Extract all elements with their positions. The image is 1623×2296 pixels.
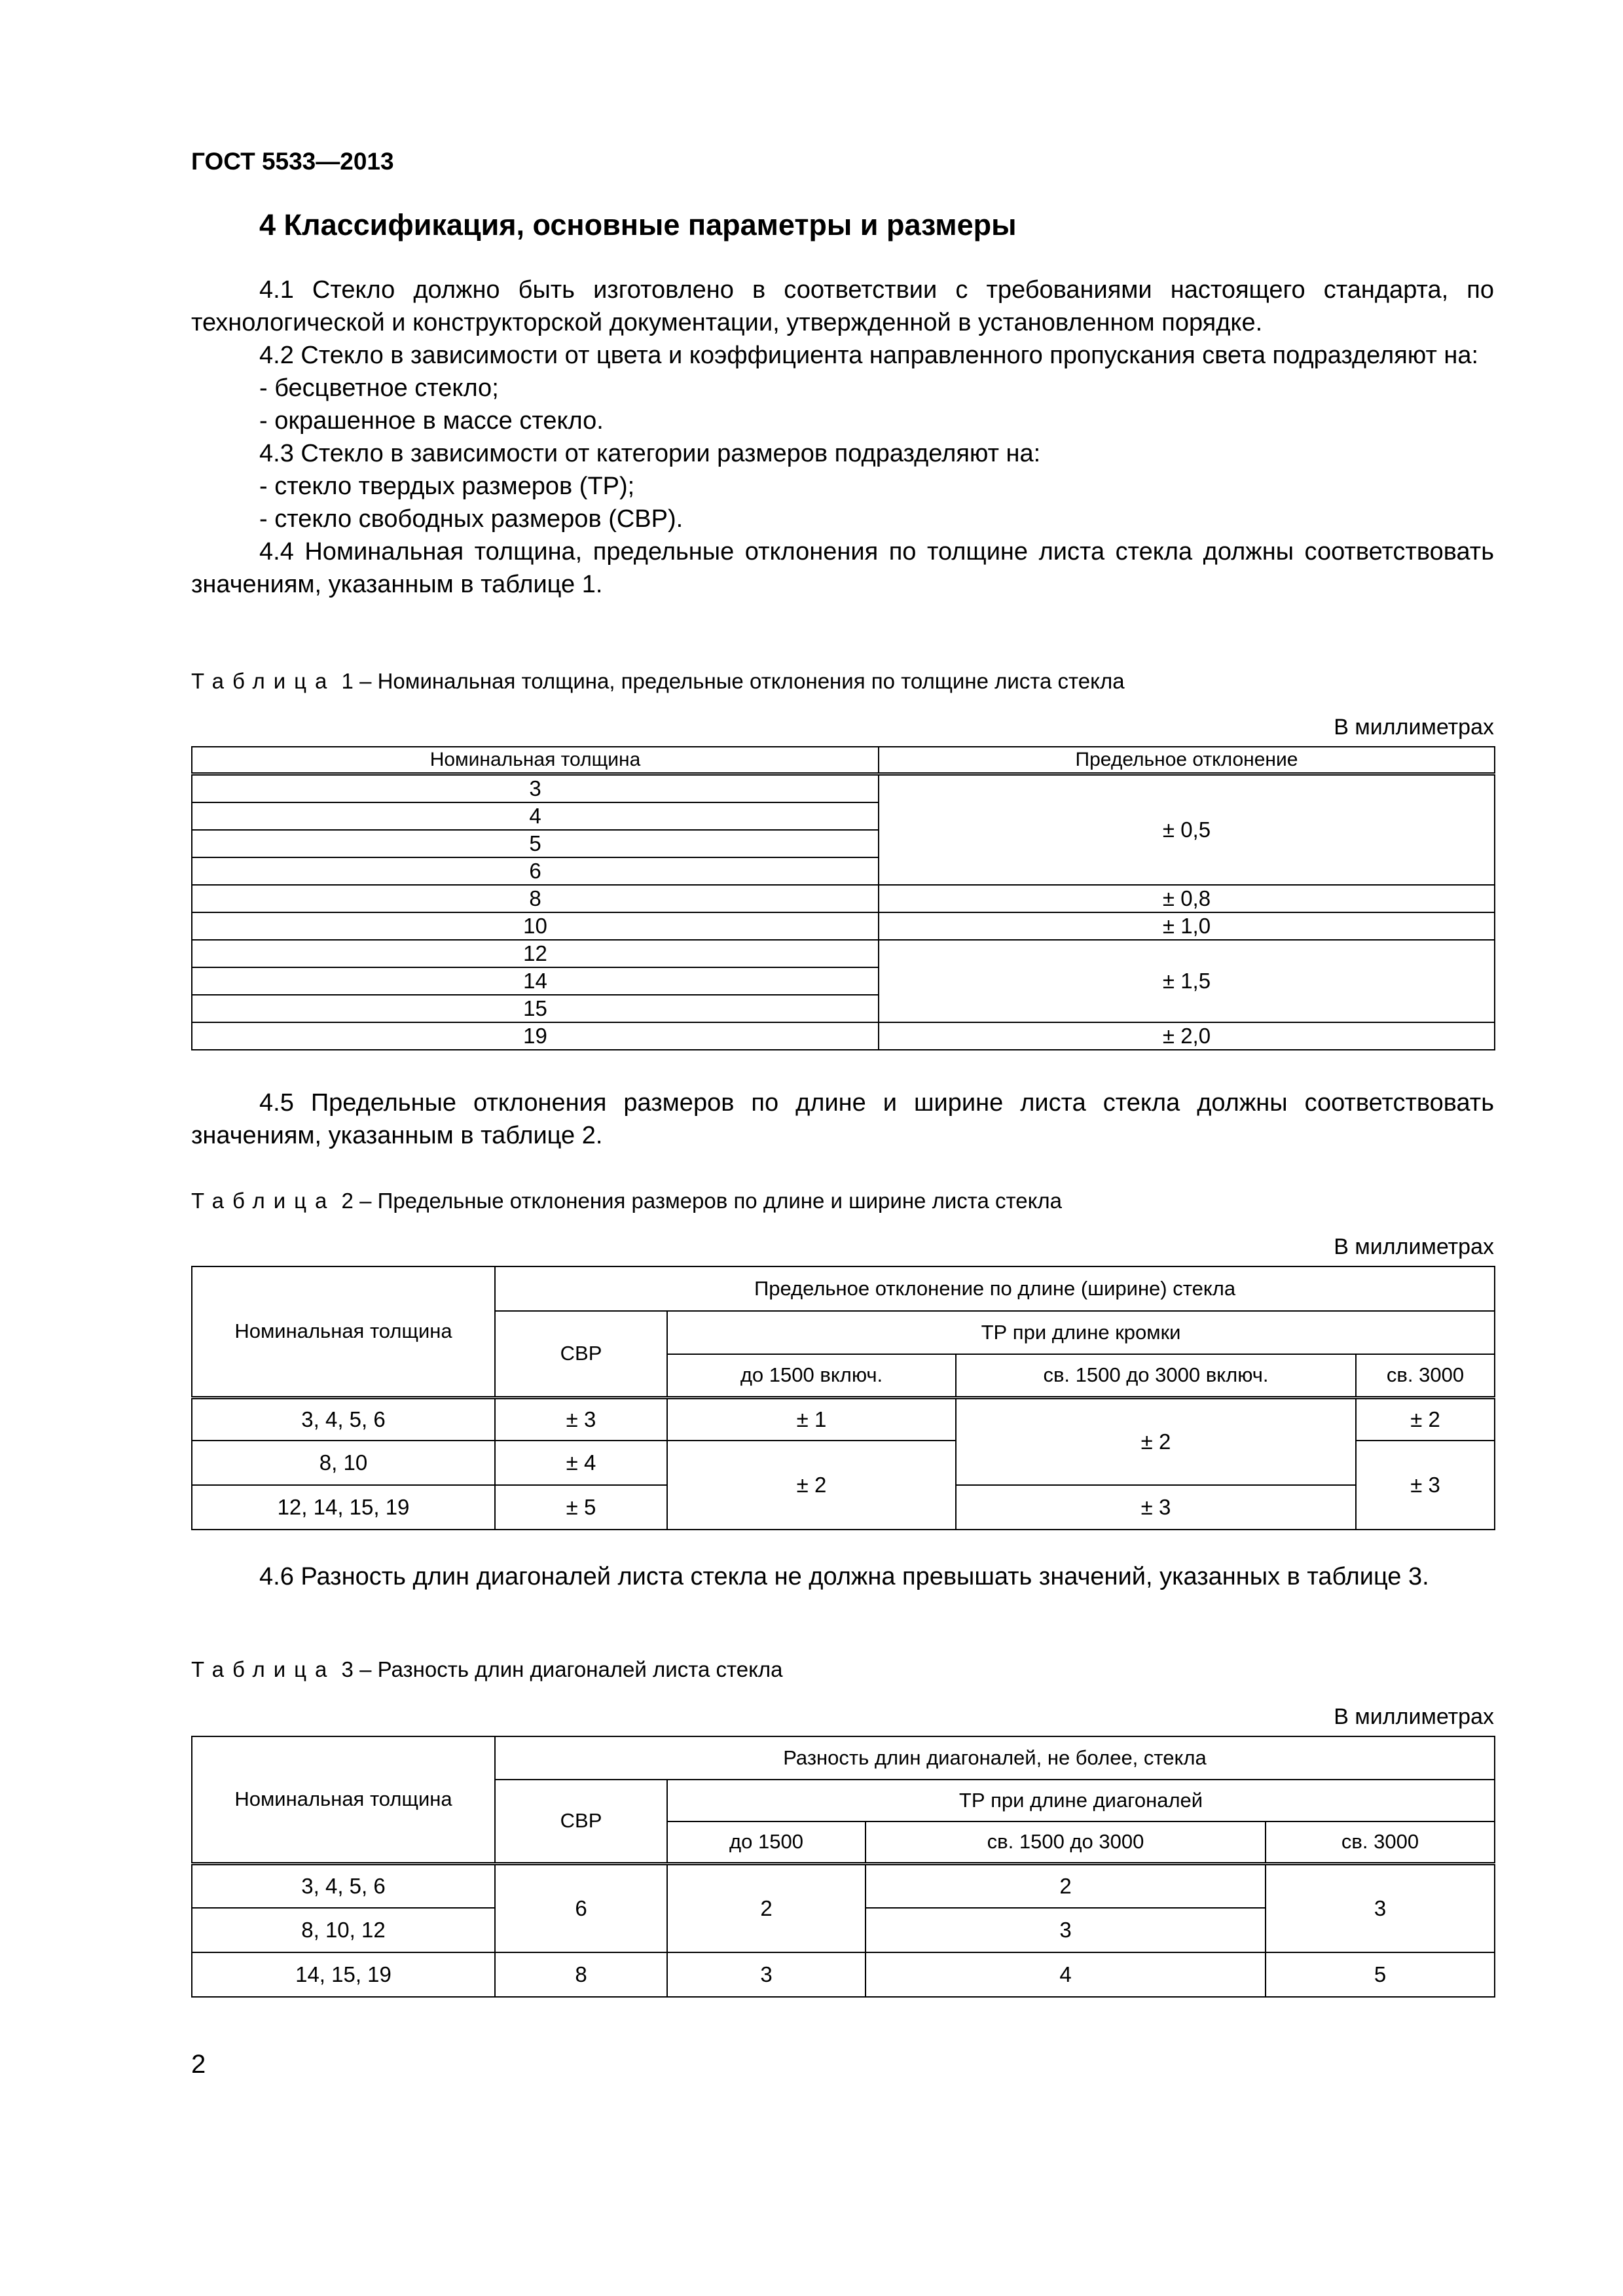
table3-cell: 3 bbox=[667, 1952, 866, 1997]
body-text bbox=[191, 274, 1494, 601]
table2-cell: ± 4 bbox=[495, 1441, 667, 1485]
paragraph-4-2: 4.2 Стекло в зависимости от цвета и коэффициента направленного пропускания света подразделяют на: bbox=[259, 342, 1479, 369]
table2-cell: ± 2 bbox=[667, 1441, 956, 1530]
table2-header-svr: СВР bbox=[495, 1311, 667, 1397]
table3-header-svr: СВР bbox=[495, 1780, 667, 1863]
table1-cell: 6 bbox=[192, 857, 879, 885]
table1-cell: 14 bbox=[192, 967, 879, 995]
table3-header-c2: св. 1500 до 3000 bbox=[866, 1821, 1266, 1863]
table3-cell: 5 bbox=[1266, 1952, 1495, 1997]
table1-cell: ± 1,0 bbox=[879, 912, 1495, 940]
table3-cell: 14, 15, 19 bbox=[192, 1952, 495, 1997]
table2-header-main: Предельное отклонение по длине (ширине) стекла bbox=[495, 1266, 1495, 1311]
table3-cell: 6 bbox=[495, 1863, 667, 1952]
table1-cell: ± 2,0 bbox=[879, 1022, 1495, 1050]
table1-cell: 3 bbox=[192, 774, 879, 803]
table1-cell: 10 bbox=[192, 912, 879, 940]
table2-cell: ± 3 bbox=[495, 1397, 667, 1441]
table3-header-tr: ТР при длине диагоналей bbox=[667, 1780, 1495, 1821]
table1-cell: 19 bbox=[192, 1022, 879, 1050]
table1-caption: Таблица 1 – Номинальная толщина, предельные отклонения по толщине листа стекла bbox=[191, 669, 1125, 693]
table2-cell: 3, 4, 5, 6 bbox=[192, 1397, 495, 1441]
table3-cell: 3 bbox=[1266, 1863, 1495, 1952]
list-item: - стекло твердых размеров (ТР); bbox=[259, 473, 635, 500]
table1-cell: 12 bbox=[192, 940, 879, 967]
table2-cell: ± 1 bbox=[667, 1397, 956, 1441]
document-header: ГОСТ 5533—2013 bbox=[191, 148, 394, 175]
table2-caption: Таблица 2 – Предельные отклонения размеров по длине и ширине листа стекла bbox=[191, 1189, 1063, 1213]
table2-header-c2: св. 1500 до 3000 включ. bbox=[956, 1354, 1356, 1397]
table2-cell: ± 2 bbox=[1356, 1397, 1495, 1441]
table1-cell: 8 bbox=[192, 885, 879, 912]
table3-header-c1: до 1500 bbox=[667, 1821, 866, 1863]
table3-cell: 3, 4, 5, 6 bbox=[192, 1863, 495, 1908]
table2-cell: 12, 14, 15, 19 bbox=[192, 1485, 495, 1530]
table2-cell: 8, 10 bbox=[192, 1441, 495, 1485]
table1-header-deviation: Предельное отклонение bbox=[879, 747, 1495, 774]
paragraph-4-1: 4.1 Стекло должно быть изготовлено в соответствии с требованиями настоящего стандарта, по технологической и конструкторской документации, утвержденной в установленном порядке. bbox=[191, 276, 1494, 336]
table2-cell: ± 5 bbox=[495, 1485, 667, 1530]
table1-cell: 5 bbox=[192, 830, 879, 857]
table1-cell: 4 bbox=[192, 802, 879, 830]
list-item: - бесцветное стекло; bbox=[259, 374, 499, 402]
paragraph-4-6: 4.6 Разность длин диагоналей листа стекла не должна превышать значений, указанных в таблице 3. bbox=[259, 1563, 1429, 1590]
table2-header-thickness: Номинальная толщина bbox=[192, 1266, 495, 1397]
section-title: 4 Классификация, основные параметры и размеры bbox=[259, 208, 1017, 242]
body-text-2 bbox=[191, 1086, 1494, 1152]
table3 bbox=[191, 1736, 1495, 1998]
table1-header-thickness: Номинальная толщина bbox=[192, 747, 879, 774]
table3-cell: 2 bbox=[866, 1863, 1266, 1908]
table2 bbox=[191, 1266, 1495, 1530]
table2-units: В миллиметрах bbox=[1334, 1234, 1494, 1259]
paragraph-4-3: 4.3 Стекло в зависимости от категории размеров подразделяют на: bbox=[259, 440, 1041, 467]
table3-cell: 8, 10, 12 bbox=[192, 1908, 495, 1952]
list-item: - окрашенное в массе стекло. bbox=[259, 407, 604, 435]
table3-units: В миллиметрах bbox=[1334, 1704, 1494, 1729]
table2-header-c3: св. 3000 bbox=[1356, 1354, 1495, 1397]
table1-cell: ± 0,8 bbox=[879, 885, 1495, 912]
table1-cell: 15 bbox=[192, 995, 879, 1022]
table2-cell: ± 2 bbox=[956, 1397, 1356, 1485]
table3-cell: 8 bbox=[495, 1952, 667, 1997]
table3-header-thickness: Номинальная толщина bbox=[192, 1736, 495, 1863]
paragraph-4-4: 4.4 Номинальная толщина, предельные отклонения по толщине листа стекла должны соответствовать значениям, указанным в таблице 1. bbox=[191, 538, 1494, 598]
table3-cell: 2 bbox=[667, 1863, 866, 1952]
table3-caption: Таблица 3 – Разность длин диагоналей листа стекла bbox=[191, 1657, 783, 1681]
table2-cell: ± 3 bbox=[956, 1485, 1356, 1530]
page-number: 2 bbox=[191, 2050, 206, 2079]
list-item: - стекло свободных размеров (СВР). bbox=[259, 505, 684, 533]
table2-cell: ± 3 bbox=[1356, 1441, 1495, 1530]
table1-units: В миллиметрах bbox=[1334, 715, 1494, 740]
table3-cell: 4 bbox=[866, 1952, 1266, 1997]
table3-header-c3: св. 3000 bbox=[1266, 1821, 1495, 1863]
paragraph-4-5: 4.5 Предельные отклонения размеров по длине и ширине листа стекла должны соответствовать значениям, указанным в таблице 2. bbox=[191, 1089, 1494, 1149]
body-text-3 bbox=[191, 1560, 1494, 1593]
table2-header-tr: ТР при длине кромки bbox=[667, 1311, 1495, 1354]
table1 bbox=[191, 746, 1495, 1050]
table3-header-main: Разность длин диагоналей, не более, стекла bbox=[495, 1736, 1495, 1780]
table1-cell: ± 0,5 bbox=[879, 774, 1495, 886]
table2-header-c1: до 1500 включ. bbox=[667, 1354, 956, 1397]
table1-cell: ± 1,5 bbox=[879, 940, 1495, 1022]
table3-cell: 3 bbox=[866, 1908, 1266, 1952]
